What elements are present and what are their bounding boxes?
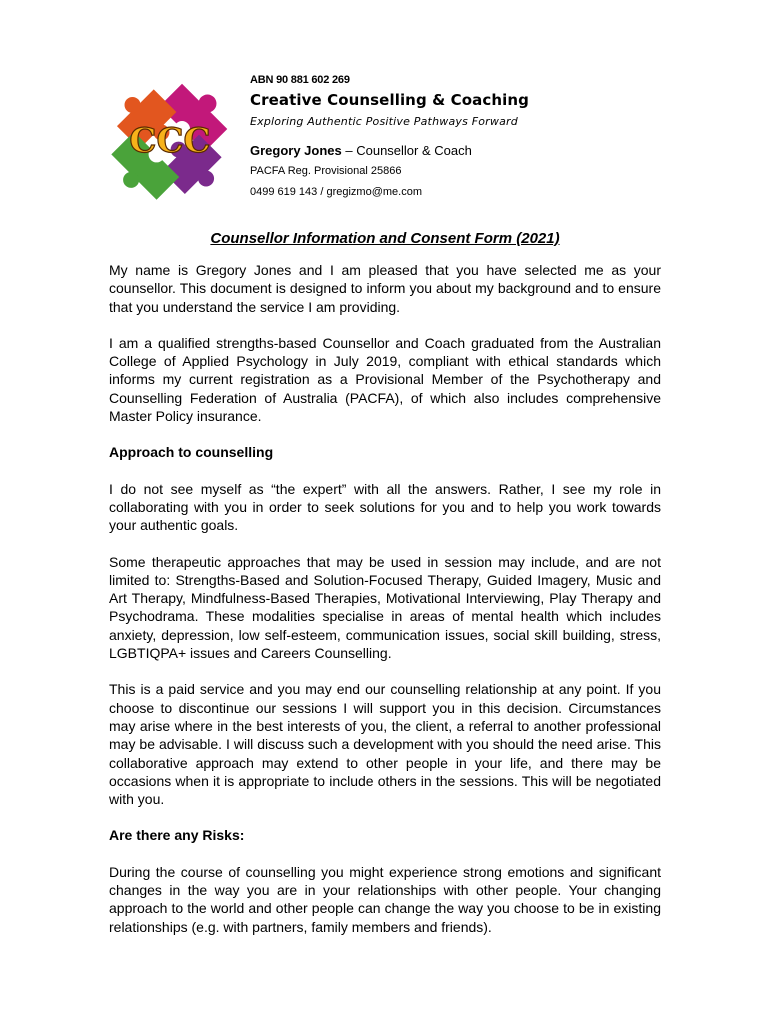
abn-number: ABN 90 881 602 269 bbox=[250, 74, 350, 86]
approach-paragraph-1: I do not see myself as “the expert” with all the answers. Rather, I see my role in collaborating with you in order to seek solutions for you and to help you work towards your authentic goals. bbox=[109, 480, 661, 534]
counsellor-role: – Counsellor & Coach bbox=[341, 143, 472, 158]
intro-paragraph-2: I am a qualified strengths-based Counsellor and Coach graduated from the Australian College of Applied Psychology in July 2019, compliant with ethical standards which informs my current registration as a Provisional Member of the Psychotherapy and Counselling Federation of Australia (PACFA), of which also includes comprehensive Master Policy insurance. bbox=[109, 334, 661, 425]
risks-heading: Are there any Risks: bbox=[109, 827, 245, 844]
letterhead bbox=[250, 70, 670, 198]
logo-letters: CCC bbox=[129, 121, 211, 161]
form-title: Counsellor Information and Consent Form (2021) bbox=[210, 230, 560, 247]
organisation-name: Creative Counselling & Coaching bbox=[250, 91, 529, 109]
risks-paragraph-1: During the course of counselling you might experience strong emotions and significant changes in the way you are in your relationships with other people. Your changing approach to the world and other people can change the way you choose to be in existing relationships (e.g. with partners, family members and friends). bbox=[109, 863, 661, 935]
approach-heading: Approach to counselling bbox=[109, 444, 274, 461]
document-body bbox=[109, 261, 661, 954]
counsellor-line bbox=[250, 143, 670, 158]
logo-puzzle-image bbox=[108, 76, 232, 206]
registration-number: PACFA Reg. Provisional 25866 bbox=[250, 165, 402, 177]
approach-paragraph-2: Some therapeutic approaches that may be used in session may include, and are not limited to: Strengths-Based and Solution-Focused Therapy, Guided Imagery, Music and Art Therapy, Mindfulness-Based Therapies, Motivational Interviewing, Play Therapy and Psychodrama. These modalities specialise in areas of mental health which includes anxiety, depression, low self-esteem, communication issues, social skill building, stress, LGBTIQPA+ issues and Careers Counselling. bbox=[109, 553, 661, 662]
contact-details: 0499 619 143 / gregizmo@me.com bbox=[250, 186, 422, 198]
tagline: Exploring Authentic Positive Pathways Forward bbox=[250, 115, 518, 128]
approach-paragraph-3: This is a paid service and you may end our counselling relationship at any point. If you choose to discontinue our sessions I will support you in this decision. Circumstances may arise where in the best interests of you, the client, a referral to another professional may be advisable. I will discuss such a development with you should the need arise. This collaborative approach may extend to other people in your life, and there may be occasions when it is appropriate to include others in the sessions. This will be negotiated with you. bbox=[109, 681, 661, 808]
intro-paragraph-1: My name is Gregory Jones and I am pleased that you have selected me as your counsellor. This document is designed to inform you about my background and to ensure that you understand the service I am providing. bbox=[109, 262, 661, 315]
counsellor-name: Gregory Jones bbox=[250, 143, 342, 158]
